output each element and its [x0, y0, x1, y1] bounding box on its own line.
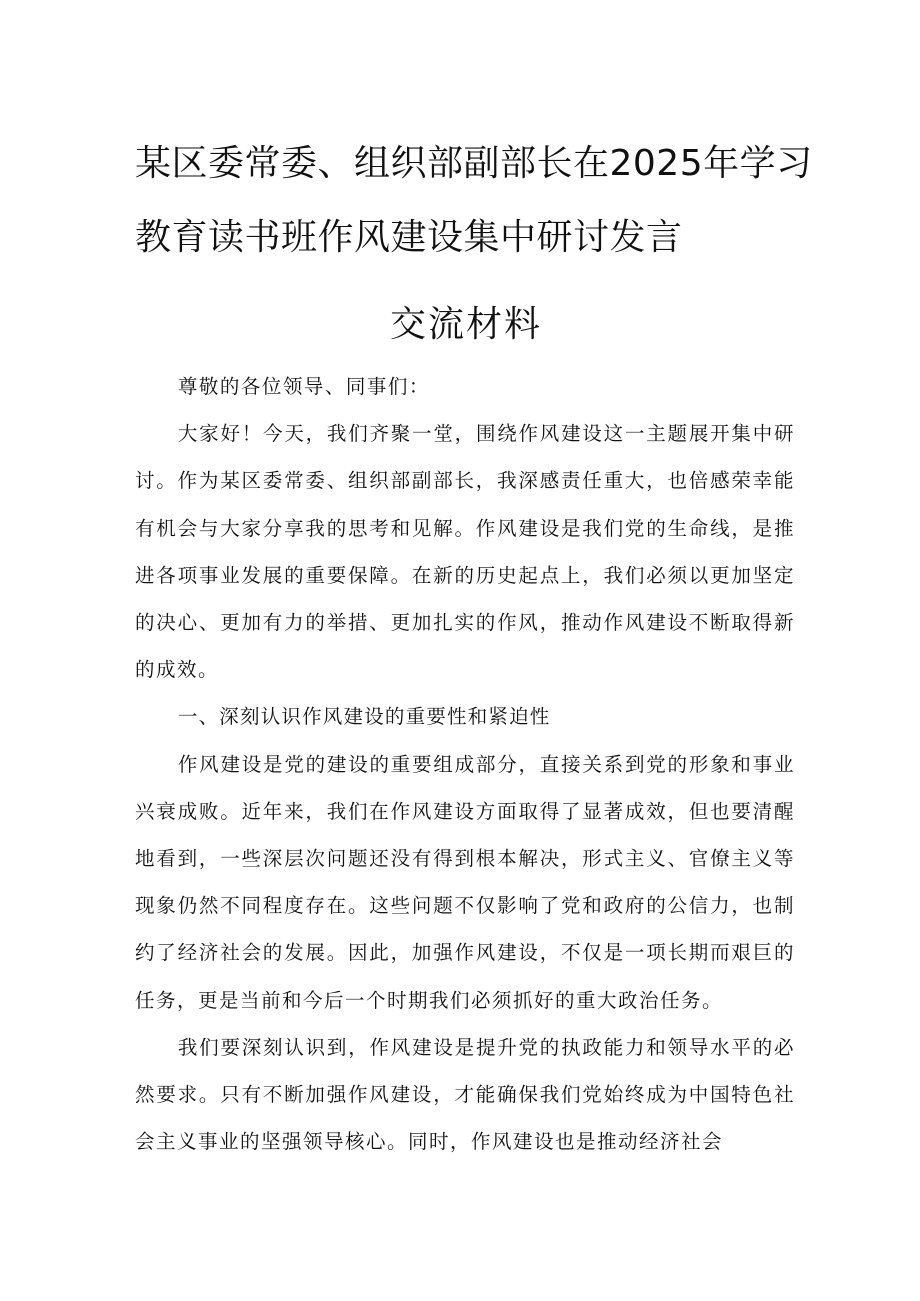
document-title-line-3: 交流材料	[390, 304, 543, 345]
salutation-paragraph: 尊敬的各位领导、同事们：	[177, 375, 430, 398]
document-body	[135, 363, 795, 1165]
section-heading-1: 一、深刻认识作风建设的重要性和紧迫性	[177, 705, 551, 729]
document-title-line-1: 某区委常委、组织部副部长在2025年学习	[135, 143, 813, 184]
document-title-line-2: 教育读书班作风建设集中研讨发言	[135, 217, 683, 258]
section-1-paragraph-1: 作风建设是党的建设的重要组成部分，直接关系到党的形象和事业兴衰成败。近年来，我们在作风建设方面取得了显著成效，但也要清醒地看到，一些深层次问题还没有得到根本解决，形式主义、官僚主义等现象仍然不同程度存在。这些问题不仅影响了党和政府的公信力，也制约了经济社会的发展。因此，加强作风建设，不仅是一项长期而艰巨的任务，更是当前和今后一个时期我们必须抓好的重大政治任务。	[135, 752, 795, 1012]
opening-paragraph: 大家好！今天，我们齐聚一堂，围绕作风建设这一主题展开集中研讨。作为某区委常委、组织部副部长，我深感责任重大，也倍感荣幸能有机会与大家分享我的思考和见解。作风建设是我们党的生命线，是推进各项事业发展的重要保障。在新的历史起点上，我们必须以更加坚定的决心、更加有力的举措、更加扎实的作风，推动作风建设不断取得新的成效。	[135, 422, 795, 682]
section-1-paragraph-2: 我们要深刻认识到，作风建设是提升党的执政能力和领导水平的必然要求。只有不断加强作风建设，才能确保我们党始终成为中国特色社会主义事业的坚强领导核心。同时，作风建设也是推动经济社会	[135, 1035, 795, 1154]
